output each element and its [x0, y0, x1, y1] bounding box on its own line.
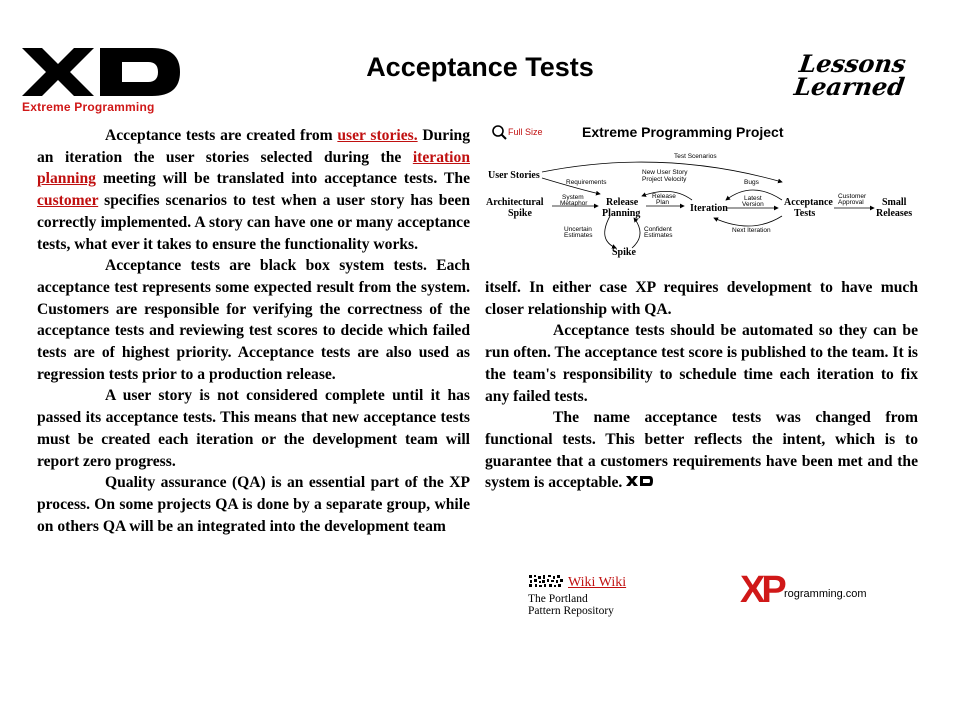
paragraph-7 — [485, 407, 918, 494]
node-user-stories: User Stories — [488, 170, 540, 181]
paragraph-5: itself. In either case XP requires development to have much closer relationship with QA. — [485, 279, 918, 318]
node-planning: Planning — [602, 208, 641, 219]
iteration-planning-link[interactable]: iteration planning — [37, 148, 470, 188]
label-customer: Customer — [838, 193, 867, 200]
label-new-story: New User Story — [642, 169, 688, 176]
label-next-iteration: Next Iteration — [732, 227, 771, 234]
node-small: Small — [882, 197, 907, 208]
node-arch-spike: Spike — [508, 208, 532, 219]
node-spike: Spike — [612, 247, 636, 258]
customer-link[interactable]: customer — [37, 192, 99, 210]
label-uncertain-estimates: Estimates — [564, 232, 593, 239]
node-releases: Releases — [876, 208, 913, 219]
label-requirements: Requirements — [566, 179, 607, 186]
paragraph-2: Acceptance tests are black box system tests. Each acceptance test represents some expected result from the system. Customers are responsible for verifying the correctness of the acceptance tests and reviewing test scores to decide which failed tests are of highest priority. Acceptance tests are also used as regression tests prior to a production release. — [37, 257, 470, 383]
xprogramming-site-text: rogramming.com — [784, 588, 867, 600]
paragraph-4: Quality assurance (QA) is an essential part of the XP process. On some projects QA is done by a separate group, while on others QA will be an integrated into the development team — [37, 474, 470, 535]
node-tests: Tests — [794, 208, 816, 219]
node-architectural: Architectural — [486, 197, 544, 208]
wiki-wiki-link[interactable]: Wiki Wiki — [568, 575, 627, 590]
wiki-pattern-icon — [528, 574, 564, 588]
lessons-line-2: Learned — [792, 72, 907, 101]
label-approval: Approval — [838, 199, 864, 206]
xp-project-diagram — [482, 120, 922, 260]
wiki-subtitle-2: Pattern Repository — [528, 605, 614, 617]
label-version: Version — [742, 201, 764, 208]
paragraph-3: A user story is not considered complete until it has passed its acceptance tests. This means that new acceptance tests must be created each iteration or the development team will report zero progress. — [37, 387, 470, 470]
label-confident: Confident — [644, 226, 672, 233]
p1-text-b: During an iteration the user stories selected during the — [37, 127, 470, 166]
node-iteration: Iteration — [690, 203, 728, 214]
label-confident-estimates: Estimates — [644, 232, 673, 239]
right-column — [485, 277, 918, 494]
xp-mini-logo-icon — [626, 475, 654, 487]
lessons-line-1: Lessons — [797, 49, 908, 78]
paragraph-1 — [37, 125, 470, 255]
page-title: Acceptance Tests — [366, 52, 594, 82]
label-uncertain: Uncertain — [564, 226, 592, 233]
label-latest: Latest — [744, 195, 762, 202]
left-column — [37, 125, 470, 537]
label-metaphor: Metaphor — [560, 200, 588, 207]
wiki-subtitle-1: The Portland — [528, 593, 588, 605]
xp-brand-text: XP — [740, 569, 783, 611]
magnifier-icon[interactable] — [493, 126, 506, 139]
node-release: Release — [606, 197, 639, 208]
label-bugs: Bugs — [744, 179, 759, 186]
label-test-scenarios: Test Scenarios — [674, 153, 717, 160]
paragraph-6: Acceptance tests should be automated so they can be run often. The acceptance test score is published to the team. It is the team's responsibility to schedule time each iteration to fix any failed tests. — [485, 322, 918, 405]
xprogramming-logo[interactable] — [740, 568, 890, 618]
user-stories-link[interactable]: user stories. — [337, 127, 418, 144]
paragraph-7-text: The name acceptance tests was changed from functional tests. This better reflects the intent, which is to guarantee that a customers requirements have been met and the system is acceptable. — [485, 409, 918, 492]
node-acceptance: Acceptance — [784, 197, 833, 208]
full-size-link[interactable]: Full Size — [508, 127, 543, 137]
logo-subtitle: Extreme Programming — [22, 100, 155, 114]
diagram-title: Extreme Programming Project — [582, 124, 784, 140]
p1-text-d: specifies scenarios to test when a user story has been correctly implemented. A story can have one or many acceptance tests, what ever it takes to ensure the functionality works. — [37, 192, 470, 253]
label-release-plan-1: Release — [652, 193, 676, 200]
label-system: System — [562, 194, 584, 201]
label-velocity: Project Velocity — [642, 176, 687, 183]
p1-text-c: meeting will be translated into acceptance tests. The — [95, 170, 470, 188]
wiki-wiki-logo[interactable] — [528, 572, 678, 622]
lessons-learned-logo — [763, 49, 939, 101]
label-release-plan-2: Plan — [656, 199, 670, 206]
p1-text-a: Acceptance tests are created from — [105, 127, 338, 144]
